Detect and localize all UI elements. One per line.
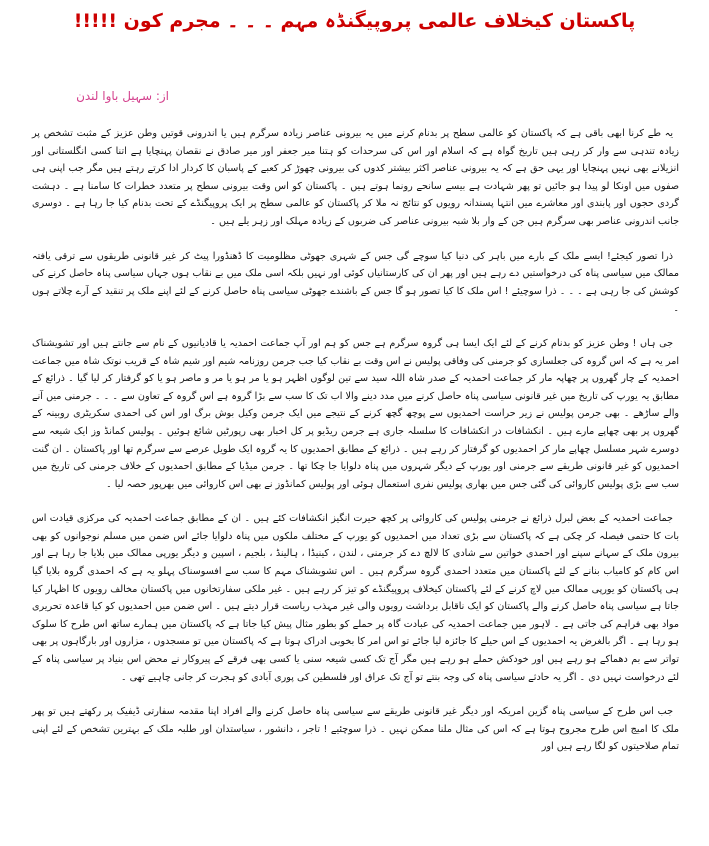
paragraph-1: یہ طے کرنا ابھی باقی ہے کہ پاکستان کو عالمی سطح پر بدنام کرنے میں یہ بیرونی عناصر زیادہ سرگرم ہیں یا اندرونی قوتیں وطن عزیز کے مثبت تشخص پر زیادہ تندہی سے وار کر رہی ہیں تاریخ گواہ ہے کہ اسلام اور اس کی سرحدات کو ہتنا میر جعفر اور میر صادق نے نقصان پہنچایا ہے اتنا کسی انگلستانی اور انزیلانے بھی نہیں پہنچایا اور یہی حق ہے کہ یہ بیرونی عناصر اکثر بیشتر کدوں کی بیرونی چھوڑ کر کعبے کے پاسبان کا کردار ادا کرتے رہتے ہیں مگر جب اپنی ہی صفوں میں اونکا لو پیدا ہو جائیں تو پھر شہادت ہے بیسے سانحے رونما ہوتے ہیں ۔ پاکستان کو اس وقت بیرونی سطح پر متعدد خطرات کا سامنا ہے ۔ دہشت گردی حجوں اور پابندی اور معاشرے میں انتہا پسندانہ رویوں کو نتائج نہ ملا کر پاکستان کو عالمی سطح پر ایک پروپیگنڈے کے تحت بدنام کیا جا رہا ہے ۔ دوسری جانب اندرونی عناصر بھی سرگرم ہیں جن کے وار بلا شبہ بیرونی عناصر کی ضربوں کے زیادہ مہلک اور زہر یلے ہیں ۔ [32,128,679,227]
paragraph-4: جماعت احمدیہ کے بعض لبرل ذرائع نے جرمنی پولیس کی کاروائی پر کچھ حیرت انگیز انکشافات کئے ہیں ۔ ان کے مطابق جماعت احمدیہ کی مرکزی قیادت اس بات کا حتمی فیصلہ کر چکی ہے کہ پاکستان سے بڑی تعداد میں احمدیوں کو یورپ کے مختلف ملکوں میں پناہ دلوایا جائے اس ضمن میں مسلم نوجوانوں کو بھی بیرون ملک کے سہانے سپنے اور احمدی خواتین سے شادی کا لالچ دے کر جرمنی ، لندن ، کینیڈا ، ہالینڈ ، بلجیم ، اسپین و دیگر یورپی ممالک میں بلایا جا رہا ہے اور اس کام کو کامیاب بنانے کے لئے پاکستان میں متعدد احمدی گروہ سرگرم ہیں ۔ اس تشویشناک مہم کا سب سے افسوسناک پہلو یہ ہے کہ احمدی گروہ بلایا گیا ہی پاکستان کو یورپی ممالک میں لاچ کرنے کے لئے پاکستان کیخلاف پروپیگنڈے کو تیز کر رہے ہیں ۔ غیر ملکی سفارتخانوں میں پاکستان مخالف رویوں کا اظہار کیا جاتا ہے سیاسی پناہ حاصل کرنے والے پاکستان کو ایک ناقابل برداشت رویوں والی غیر مہذب ریاست قرار دیتے ہیں ۔ اس ضمن میں احمدیوں کو کیا قاعدہ تحریری مواد بھی فراہم کی جاتی ہے ۔ لاہور میں جماعت احمدیہ کی عبادت گاہ پر حملے کو بطور مثال پیش کیا جاتا ہے کہ پاکستان میں ہمارے ساتھ اس طرح کا سلوک ہو رہا ہے ۔ اگر بالغرض یہ احمدیوں کے اس حیلے کا جائزہ لیا جائے تو اس امر کا بخوبی ادراک ہوتا ہے کہ پاکستان میں تو مسجدوں ، مزاروں اور بارگاہوں پر بھی تواتر سے بم دھماکے ہو رہے ہیں اور خودکش حملے ہو رہے ہیں مگر آج تک کسی شیعہ سنی یا کسی بھی فرقے کے پیروکار نے محض اس بنیاد پر سیاسی پناہ کے لئے درخواست نہیں دی ۔ اگر یہ حادثے سیاسی پناہ کی وجہ بنتے تو آج تک عراق اور فلسطین کی پوری آبادی کو ہجرت کر جانی چاہیے تھی ۔ [32,513,679,683]
paragraph-2: ذرا تصور کیجئے! ایسے ملک کے بارے میں باہر کی دنیا کیا سوچے گی جس کے شہری جھوٹی مظلومیت کا ڈھنڈورا پیٹ کر غیر قانونی طریقوں سے ترقی یافتہ ممالک میں سیاسی پناہ کی درخواستیں دے رہے ہیں اور پھر ان کی کارستانیاں کوئی اور نہیں بلکہ اسی ملک میں بے نقاب ہوں جہاں سیاسی پناہ حاصل کرنے کی کوشش کی جا رہی ہے ۔ ۔ ۔ ذرا سوچیئے ! اس ملک کا کیا تصور ہو گا جس کے باشندے جھوٹی سیاسی پناہ حاصل کرنے کے لئے اپنے ملک پر تنقید کے آرے چلاتے ہوں ۔ [32,250,679,315]
article-body [32,125,679,773]
paragraph-5: جب اس طرح کے سیاسی پناہ گزین امریکہ اور دیگر غیر قانونی طریقے سے سیاسی پناہ حاصل کرنے والے افراد اپنا مقدمہ سفارتی ڈیفیک پر رکھتے ہیں تو پھر ملک کا امیج اس طرح مجروح ہوتا ہے کہ اس کی مثال ملنا ممکن نہیں ۔ ذرا سوچئیے ! تاجر ، دانشور ، سیاستدان اور طلبہ ملک کے بہترین تشخص کے لئے اپنی تمام صلاحیتوں کو لگا رہے ہیں اور [32,706,679,753]
paragraph-3: جی ہاں ! وطن عزیز کو بدنام کرنے کے لئے ایک ایسا ہی گروہ سرگرم ہے جس کو ہم اور آپ جماعت احمدیہ یا قادیانیوں کے نام سے جانتے ہیں اور تشویشناک امر یہ ہے کہ اس گروہ کی جعلسازی کو جرمنی کی وفاقی پولیس نے اس وقت بے نقاب کیا جب جرمن روزنامہ شیم اور شیم شاہ کے قریب نوتک شاہ میں جماعت احمدیہ کے چار گھروں پر چھاپہ مار کر جماعت احمدیہ کے صدر شاہ اللہ سید سے تین لوگوں اظہر ہو یا مر ہو یا مر و ماصر ہو یا کو گرفتار کر لیا گیا ۔ ذرائع کے مطابق یہ یورپ کی تاریخ میں غیر قانونی سیاسی پناہ حاصل کرنے میں مدد دینے والا اب تک کا سب سے بڑا گروہ ہے اس گروہ کے تعاون سے ۔ ۔ ۔ جرمنی میں آنے والے ساڑھے ۔ بھی جرمن پولیس نے زیر حراست احمدیوں سے پوچھ گچھ کرنے کے نتیجے میں ایک جرمن وکیل بوش برگ اور اس کی احمدی سکریٹری روبینہ کے گھروں پر بھی چھاپے مارے ہیں ۔ انکشافات در انکشافات کا سلسلہ جاری ہے جرمن ریڈیو پر کل اخبار بھی رپورٹیں شائع ہوئیں ۔ پولیس کمانڈ وز ایک شیعہ سے دوسرے شہر مسلسل چھاپے مار کر احمدیوں کو گرفتار کر رہے ہیں ۔ ذرائع کے مطابق احمدیوں کا یہ گروہ ایک طویل عرصے سے سرگرم تھا اور پاکستان ۔ ان گنت احمدیوں کو غیر قانونی طریقے سے جرمنی اور یورپ کے دیگر شہروں میں پناہ دلوایا جا چکا تھا ۔ جرمن میڈیا کے مطابق احمدیوں کے خلاف جرمنی کی تاریخ میں سب سے بڑی پولیس کاروائی کی گئی جس میں بھاری پولیس نفری استعمال ہوئی اور پولیس کمانڈوز نے بھی اس کاروائی میں بھرپور حصہ لیا ۔ [32,337,679,490]
article-title: پاکستان کیخلاف عالمی پروپیگنڈہ مہم ۔ ۔ ۔ مجرم کون !!!!! [73,10,636,32]
article-author: از: سہیل باوا لندن [76,89,169,103]
